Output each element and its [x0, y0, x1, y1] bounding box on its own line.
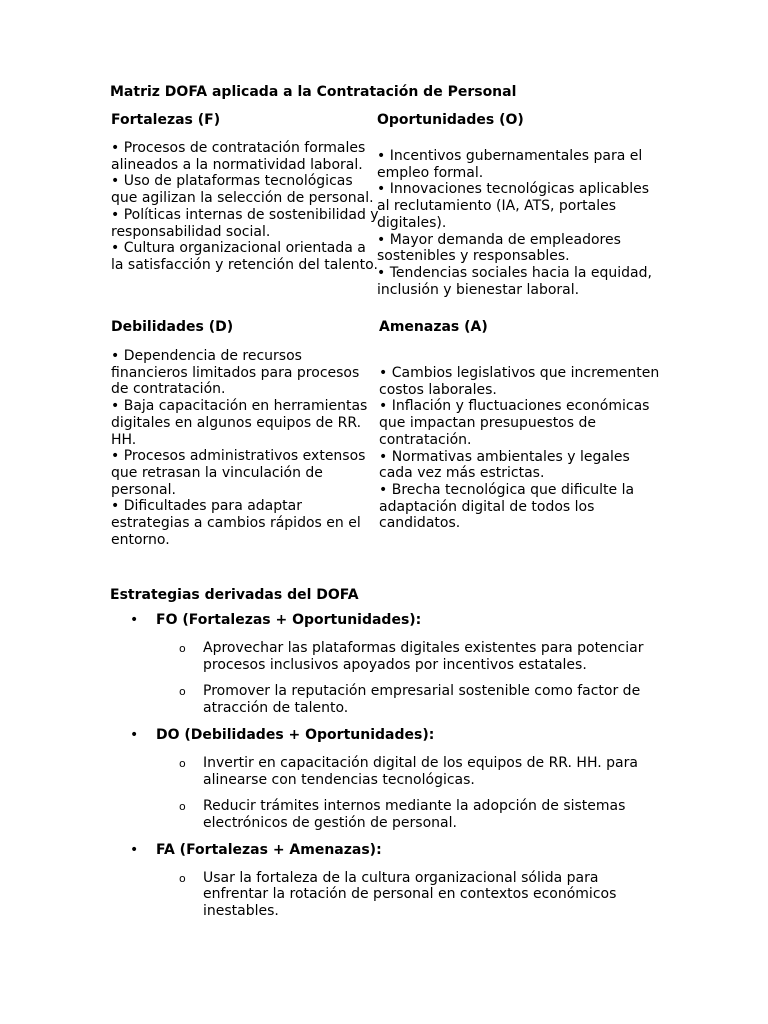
debilidades-item: • Procesos administrativos extensos que retrasan la vinculación de personal.	[111, 448, 366, 498]
amenazas-item: • Brecha tecnológica que dificulte la adaptación digital de todos los candidatos.	[379, 481, 635, 532]
document-title: Matriz DOFA aplicada a la Contratación de Personal	[110, 84, 517, 100]
strategy-items	[110, 640, 670, 717]
debilidades-list	[111, 348, 381, 548]
strategies-heading: Estrategias derivadas del DOFA	[110, 587, 359, 603]
circle-bullet-icon: o	[179, 642, 186, 655]
strategy-group-fa	[110, 842, 670, 920]
strategy-item-text: Promover la reputación empresarial sostenible como factor de atracción de talento.	[203, 683, 641, 717]
strategy-group-fo	[110, 612, 670, 717]
strategy-heading-text: FO (Fortalezas + Oportunidades):	[156, 612, 422, 628]
strategy-heading-text: FA (Fortalezas + Amenazas):	[156, 841, 382, 858]
amenazas-item: • Normativas ambientales y legales cada vez más estrictas.	[379, 448, 630, 482]
oportunidades-item: • Tendencias sociales hacia la equidad, inclusión y bienestar laboral.	[377, 264, 652, 298]
oportunidades-item: • Incentivos gubernamentales para el empleo formal.	[377, 148, 643, 181]
circle-bullet-icon: o	[179, 871, 186, 885]
fortalezas-heading: Fortalezas (F)	[111, 112, 221, 128]
strategy-item-text: Invertir en capacitación digital de los equipos de RR. HH. para alinearse con tendencias tecnológicas.	[203, 754, 638, 788]
strategy-item	[110, 798, 663, 831]
strategy-item-text: Usar la fortaleza de la cultura organizacional sólida para enfrentar la rotación de personal en contextos económicos inestables.	[203, 869, 617, 920]
strategy-items	[110, 755, 670, 832]
strategy-group-heading	[110, 612, 670, 629]
circle-bullet-icon: o	[179, 800, 186, 814]
fortalezas-item: • Cultura organizacional orientada a la satisfacción y retención del talento.	[111, 240, 378, 273]
oportunidades-item: • Mayor demanda de empleadores sostenibles y responsables.	[377, 231, 621, 265]
amenazas-item: • Inflación y fluctuaciones económicas que impactan presupuestos de contratación.	[379, 398, 650, 448]
strategy-items	[110, 870, 670, 920]
oportunidades-item: • Innovaciones tecnológicas aplicables al reclutamiento (IA, ATS, portales digitales).	[377, 181, 650, 231]
oportunidades-list	[377, 148, 659, 298]
strategy-heading-text: DO (Debilidades + Oportunidades):	[156, 726, 435, 743]
circle-bullet-icon: o	[179, 756, 186, 770]
strategy-group-do	[110, 727, 670, 832]
oportunidades-heading: Oportunidades (O)	[377, 112, 524, 128]
debilidades-item: • Dependencia de recursos financieros limitados para procesos de contratación.	[111, 348, 360, 398]
debilidades-heading: Debilidades (D)	[111, 319, 234, 335]
strategy-item	[110, 870, 663, 920]
fortalezas-item: • Procesos de contratación formales alineados a la normatividad laboral.	[111, 140, 366, 173]
strategy-item-text: Reducir trámites internos mediante la adopción de sistemas electrónicos de gestión de personal.	[203, 798, 626, 831]
bullet-icon: •	[130, 726, 139, 743]
amenazas-list	[379, 365, 661, 532]
strategy-item	[110, 755, 663, 788]
strategies-list	[110, 612, 670, 930]
strategy-group-heading	[110, 727, 670, 744]
strategy-group-heading	[110, 842, 670, 859]
bullet-icon: •	[130, 841, 139, 858]
fortalezas-item: • Políticas internas de sostenibilidad y responsabilidad social.	[111, 206, 379, 240]
strategy-item	[110, 683, 663, 716]
circle-bullet-icon: o	[179, 685, 186, 699]
strategy-item-text: Aprovechar las plataformas digitales existentes para potenciar procesos inclusivos apoyados por incentivos estatales.	[203, 640, 644, 673]
amenazas-item: • Cambios legislativos que incrementen costos laborales.	[379, 365, 660, 398]
strategy-item	[110, 640, 663, 673]
amenazas-heading: Amenazas (A)	[379, 319, 488, 335]
debilidades-item: • Dificultades para adaptar estrategias a cambios rápidos en el entorno.	[111, 498, 361, 548]
debilidades-item: • Baja capacitación en herramientas digitales en algunos equipos de RR. HH.	[111, 398, 368, 448]
fortalezas-list	[111, 140, 381, 274]
bullet-icon: •	[130, 612, 139, 628]
fortalezas-item: • Uso de plataformas tecnológicas que agilizan la selección de personal.	[111, 173, 374, 207]
